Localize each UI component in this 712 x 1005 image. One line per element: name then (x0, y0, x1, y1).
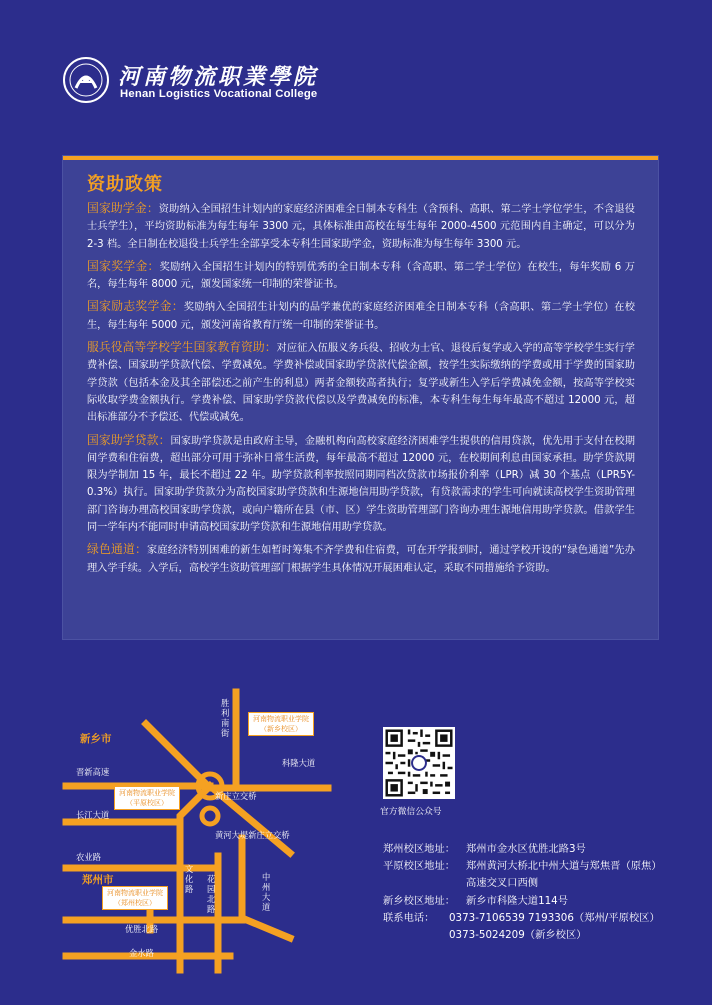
college-name-cn: 河南物流职業學院 (118, 64, 319, 90)
contact-label: 联系电话： (383, 911, 435, 924)
college-logo-icon (62, 56, 110, 104)
city-label-zhengzhou: 郑州市 (82, 874, 114, 886)
policy-item-label: 国家励志奖学金： (87, 299, 184, 314)
campus-marker-name: 河南物流职业学院 (107, 889, 163, 897)
contact-label: 郑州校区地址： (383, 843, 456, 855)
policy-item-label: 国家助学贷款： (87, 432, 171, 447)
policy-item-text: 奖励纳入全国招生计划内的品学兼优的家庭经济困难全日制本专科（含高职、第二学士学位）在校生，每生每年 5000 元，颁发河南省教育厅统一印制的荣誉证书。 (87, 302, 635, 331)
road-label-zhongzhou: 中州大道 (262, 872, 271, 912)
policy-item-label: 国家奖学金： (87, 258, 160, 273)
road-label-huayuan: 花园北路 (207, 874, 216, 914)
campus-marker-branch: （郑州校区） (114, 899, 156, 907)
campus-marker-zhengzhou (102, 886, 168, 910)
campus-location-map (60, 688, 360, 978)
contact-row-pingyuan-cont (383, 874, 683, 891)
contact-value: 新乡市科隆大道114号 (466, 894, 569, 907)
college-name-en: Henan Logistics Vocational College (120, 88, 318, 100)
contact-label: 平原校区地址： (383, 860, 456, 873)
contact-value: 高速交叉口西侧 (466, 877, 539, 890)
policy-item-text: 资助纳入全国招生计划内的家庭经济困难全日制本专科生（含预科、高职、第二学士学位学生，不含退役士兵学生），平均资助标准为每生每年 3300 元，具体标准由高校在每生每年 2000-4500 元范围内自主确定，可以分为 2-3 档。全日制在校退役士兵学生全部享受本专科生国家助学金，资助标准为每生每年 3300 元。 (87, 204, 635, 250)
policy-item-national-grant (87, 200, 635, 253)
road-label-yousheng: 优胜北路 (125, 924, 159, 934)
road-label-jinshui: 金水路 (129, 948, 154, 958)
campus-marker-pingyuan (114, 786, 180, 810)
road-label-jinxin: 晋新高速 (76, 767, 110, 777)
campus-marker-branch: （平原校区） (126, 799, 168, 807)
policy-title: 资助政策 (87, 174, 163, 195)
campus-marker-branch: （新乡校区） (260, 725, 302, 733)
road-label-shengli-south: 胜利南街 (221, 698, 230, 738)
contact-phone-value: 0373-7106539 7193306（郑州/平原校区） (449, 911, 660, 924)
contact-phone-value: 0373-5024209（新乡校区） (449, 928, 587, 941)
contact-info (383, 840, 683, 943)
contact-value: 郑州黄河大桥北中州大道与郑焦晋（原焦） (466, 860, 662, 873)
contact-row-pingyuan (383, 857, 683, 874)
city-label-xinxiang: 新乡市 (80, 733, 112, 745)
contact-row-zhengzhou (383, 840, 683, 857)
policy-item-label: 国家助学金： (87, 201, 159, 215)
contact-row-phone (383, 909, 683, 926)
qr-caption: 官方微信公众号 (380, 807, 442, 817)
policy-item-student-loan (87, 432, 635, 537)
wechat-qr-code[interactable] (383, 727, 455, 799)
policy-item-text: 国家助学贷款是由政府主导，金融机构向高校家庭经济困难学生提供的信用贷款，优先用于支付在校期间学费和住宿费，超出部分可用于弥补日常生活费，每年最高不超过 12000 元，在校期间利息由国家承担。助学贷款期限为学制加 15 年，最长不超过 22 年。助学贷款利率按照同期同档次贷款市场报价利率（LPR）减 30 个基点（LPR5Y-0.3%）执行。国家助学贷款分为高校国家助学贷款和生源地信用助学贷款，有贷款需求的学生可向就读高校学生资助管理部门咨询办理高校国家助学贷款，或向户籍所在县（市、区）学生资助管理部门咨询办理生源地信用助学贷款。借款学生同一学年内不能同时申请高校国家助学贷款和生源地信用助学贷款。 (87, 435, 635, 534)
road-label-xinli-bridge: 新庄立交桥 (215, 791, 257, 801)
campus-marker-name: 河南物流职业学院 (119, 789, 175, 797)
college-header (62, 52, 442, 112)
contact-value: 郑州市金水区优胜北路3号 (466, 843, 586, 855)
panel-accent-line (63, 156, 658, 160)
policy-item-encouragement-scholarship (87, 298, 635, 334)
policy-item-green-channel (87, 541, 635, 577)
policy-item-label: 服兵役高等学校学生国家教育资助： (87, 340, 277, 355)
contact-row-phone-cont (383, 926, 683, 943)
road-label-wenhua: 文化路 (185, 864, 194, 894)
contact-row-xinxiang (383, 892, 683, 909)
policy-list (87, 200, 635, 582)
contact-label: 新乡校区地址： (383, 894, 456, 907)
campus-marker-name: 河南物流职业学院 (253, 715, 309, 723)
road-label-nongye: 农业路 (76, 852, 101, 862)
policy-item-text: 对应征入伍服义务兵役、招收为士官、退役后复学或入学的高等学校学生实行学费补偿、国家助学贷款代偿、学费减免。学费补偿或国家助学贷款代偿金额，按学生实际缴纳的学费或用于学费的国家助学贷款（包括本金及其全部偿还之前产生的利息）两者金额较高者执行；复学或新生入学后学费减免金额，按高等学校实际收取学费金额执行。学费补偿、国家助学贷款代偿以及学费减免的标准，本专科生每生每年最高不超过 12000 元，超出标准部分不予偿还、代偿或减免。 (87, 343, 635, 424)
funding-policy-panel (62, 155, 659, 640)
policy-item-national-scholarship (87, 258, 635, 294)
road-label-kelong: 科隆大道 (282, 758, 316, 768)
policy-item-text: 奖励纳入全国招生计划内的特别优秀的全日制本专科（含高职、第二学士学位）在校生，每年奖励 6 万名，每生每年 8000 元，颁发国家统一印制的荣誉证书。 (87, 261, 635, 291)
policy-item-text: 家庭经济特别困难的新生如暂时筹集不齐学费和住宿费，可在开学报到时，通过学校开设的“绿色通道”先办理入学手续。入学后，高校学生资助管理部门根据学生具体情况开展困难认定，采取不同措施给予资助。 (87, 545, 635, 574)
road-label-changjiang: 长江大道 (76, 810, 110, 820)
policy-item-label: 绿色通道： (87, 542, 147, 557)
policy-item-military-aid (87, 339, 635, 426)
campus-marker-xinxiang (248, 712, 314, 736)
road-label-huanghe: 黄河大堤新庄立交桥 (215, 830, 290, 840)
